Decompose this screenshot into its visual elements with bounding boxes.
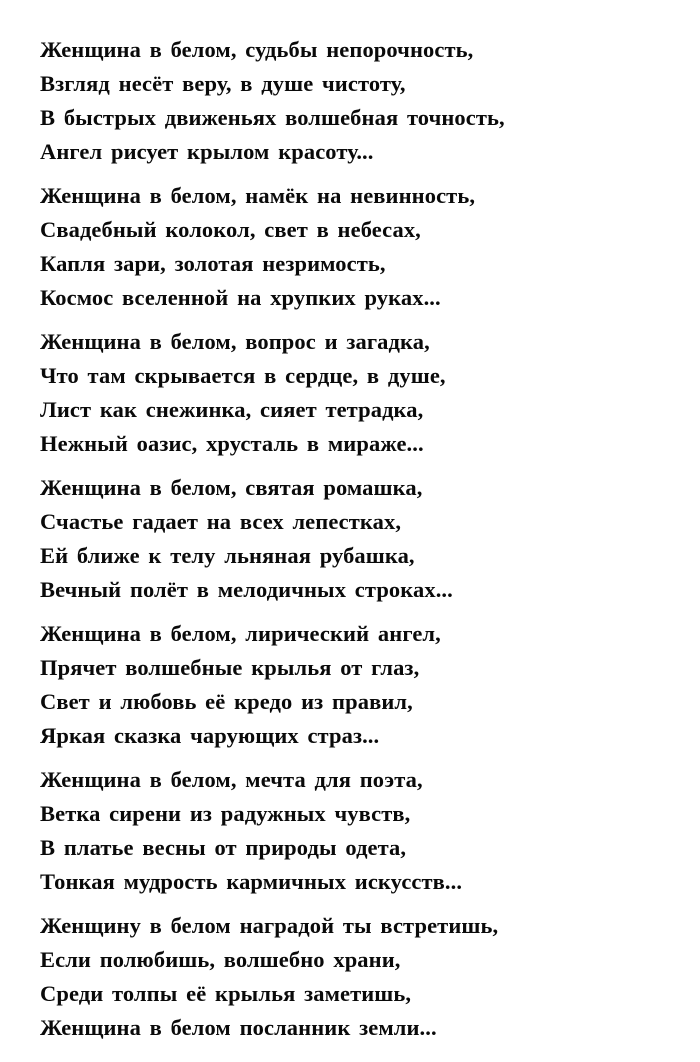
stanza-2	[40, 179, 680, 315]
poem-line: Вечный полёт в мелодичных строках...	[40, 577, 453, 602]
stanza-4	[40, 471, 680, 607]
poem-line: Тонкая мудрость кармичных искусств...	[40, 869, 463, 894]
poem-line: Женщина в белом, мечта для поэта,	[40, 767, 423, 792]
poem-line: Женщину в белом наградой ты встретишь,	[40, 913, 499, 938]
poem-line: Если полюбишь, волшебно храни,	[40, 947, 401, 972]
poem-line: Свадебный колокол, свет в небесах,	[40, 217, 421, 242]
stanza-7	[40, 909, 680, 1045]
stanza-1	[40, 33, 680, 169]
poem-line: Прячет волшебные крылья от глаз,	[40, 655, 420, 680]
poem-line: Яркая сказка чарующих страз...	[40, 723, 380, 748]
stanza-5	[40, 617, 680, 753]
poem-line: Лист как снежинка, сияет тетрадка,	[40, 397, 424, 422]
poem-line: Космос вселенной на хрупких руках...	[40, 285, 441, 310]
poem	[40, 33, 680, 1055]
poem-line: Женщина в белом, святая ромашка,	[40, 475, 423, 500]
poem-line: Ветка сирени из радужных чувств,	[40, 801, 411, 826]
poem-line: Женщина в белом, судьбы непорочность,	[40, 37, 474, 62]
poem-line: Взгляд несёт веру, в душе чистоту,	[40, 71, 406, 96]
stanza-6	[40, 763, 680, 899]
poem-line: В платье весны от природы одета,	[40, 835, 407, 860]
poem-line: Среди толпы её крылья заметишь,	[40, 981, 412, 1006]
poem-line: Женщина в белом посланник земли...	[40, 1015, 437, 1040]
poem-line: Что там скрывается в сердце, в душе,	[40, 363, 446, 388]
poem-line: В быстрых движеньях волшебная точность,	[40, 105, 505, 130]
poem-line: Нежный оазис, хрусталь в мираже...	[40, 431, 424, 456]
poem-line: Счастье гадает на всех лепестках,	[40, 509, 402, 534]
poem-line: Женщина в белом, лирический ангел,	[40, 621, 441, 646]
poem-line: Женщина в белом, вопрос и загадка,	[40, 329, 430, 354]
poem-line: Ей ближе к телу льняная рубашка,	[40, 543, 415, 568]
poem-line: Капля зари, золотая незримость,	[40, 251, 386, 276]
poem-line: Свет и любовь её кредо из правил,	[40, 689, 413, 714]
poem-line: Ангел рисует крылом красоту...	[40, 139, 374, 164]
poem-line: Женщина в белом, намёк на невинность,	[40, 183, 476, 208]
stanza-3	[40, 325, 680, 461]
